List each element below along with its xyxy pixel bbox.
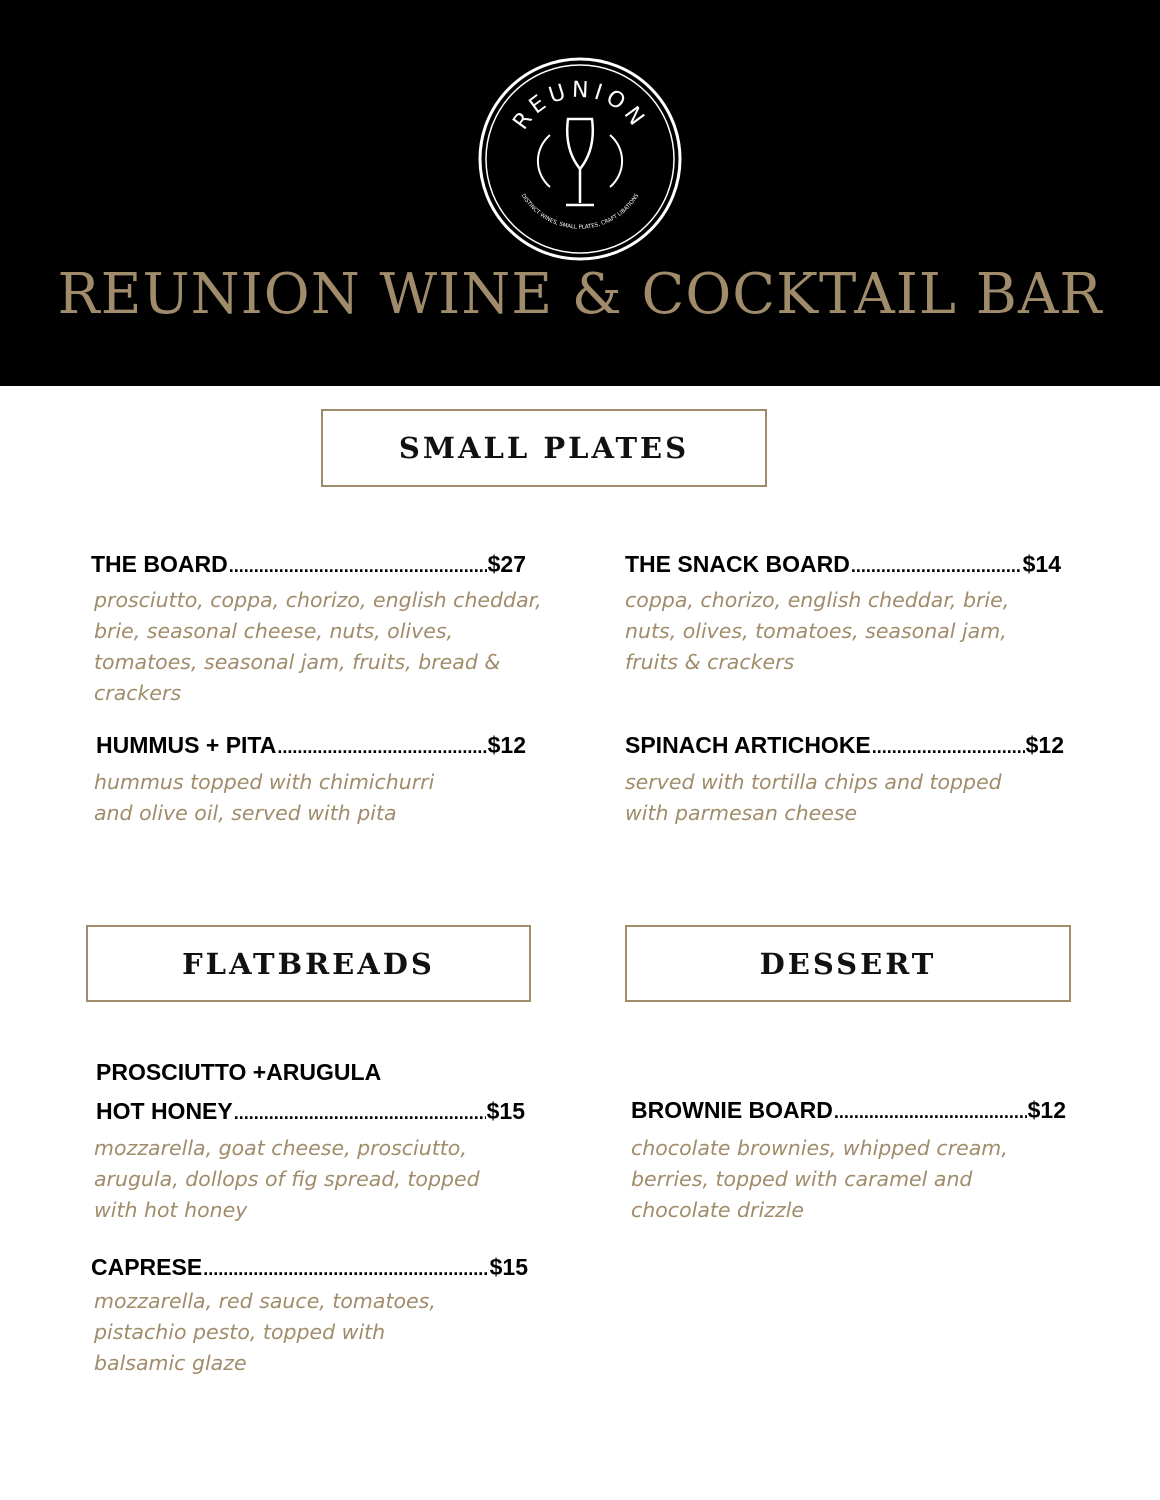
item-description: served with tortilla chips and topped with parmesan cheese xyxy=(625,770,1002,825)
section-title: DESSERT xyxy=(759,946,937,981)
item-description: mozzarella, goat cheese, prosciutto, arugula, dollops of fig spread, topped with hot honey xyxy=(94,1136,480,1222)
section-dessert xyxy=(625,925,1071,1002)
menu-item-snack-board xyxy=(625,550,1061,580)
menu-item-spinach-artichoke xyxy=(625,731,1064,761)
section-small-plates xyxy=(321,409,767,487)
item-description: hummus topped with chimichurri and olive oil, served with pita xyxy=(94,770,435,825)
logo-tagline: DISTINCT WINES, SMALL PLATES, CRAFT LIBATIONS xyxy=(519,193,641,231)
menu-item-hummus-pita xyxy=(96,731,526,761)
menu-item-the-board xyxy=(91,550,526,580)
dot-leader xyxy=(277,731,486,761)
menu-item-caprese xyxy=(91,1253,528,1283)
item-price: $14 xyxy=(1022,551,1061,577)
dot-leader xyxy=(851,550,1022,580)
dot-leader xyxy=(203,1253,488,1283)
item-name-line1: PROSCIUTTO +ARUGULA xyxy=(96,1059,382,1085)
dot-leader xyxy=(872,731,1025,761)
menu-item-prosciutto-arugula xyxy=(96,1097,525,1127)
dot-leader xyxy=(229,550,487,580)
item-price: $12 xyxy=(1027,1097,1066,1123)
dot-leader xyxy=(834,1096,1027,1126)
item-price: $15 xyxy=(486,1098,525,1124)
item-name: HUMMUS + PITA xyxy=(96,732,277,758)
header-banner xyxy=(0,0,1160,386)
item-price: $12 xyxy=(1025,732,1064,758)
page-title: REUNION WINE & COCKTAIL BAR xyxy=(57,262,1103,327)
dot-leader xyxy=(234,1097,486,1127)
item-name: THE SNACK BOARD xyxy=(625,551,850,577)
logo-text: REUNION xyxy=(508,77,652,135)
item-price: $27 xyxy=(487,551,526,577)
section-flatbreads xyxy=(86,925,531,1002)
item-price: $12 xyxy=(487,732,526,758)
item-name: THE BOARD xyxy=(91,551,228,577)
item-description: chocolate brownies, whipped cream, berries, topped with caramel and chocolate drizzle xyxy=(631,1136,1008,1222)
svg-text:REUNION xyxy=(508,78,651,135)
item-price: $15 xyxy=(489,1254,528,1280)
menu-item-brownie-board xyxy=(631,1096,1066,1126)
item-description: coppa, chorizo, english cheddar, brie, nuts, olives, tomatoes, seasonal jam, fruits & crackers xyxy=(625,588,1010,674)
wine-glass-logo-icon xyxy=(478,57,682,261)
section-title: FLATBREADS xyxy=(182,946,435,981)
section-title: SMALL PLATES xyxy=(398,431,690,465)
item-description: prosciutto, coppa, chorizo, english cheddar, brie, seasonal cheese, nuts, olives, tomatoes, seasonal jam, fruits, bread & crackers xyxy=(94,588,542,705)
item-name: SPINACH ARTICHOKE xyxy=(625,732,871,758)
item-description: mozzarella, red sauce, tomatoes, pistachio pesto, topped with balsamic glaze xyxy=(94,1289,436,1375)
item-name: HOT HONEY xyxy=(96,1098,233,1124)
item-name: BROWNIE BOARD xyxy=(631,1097,833,1123)
item-name: CAPRESE xyxy=(91,1254,203,1280)
